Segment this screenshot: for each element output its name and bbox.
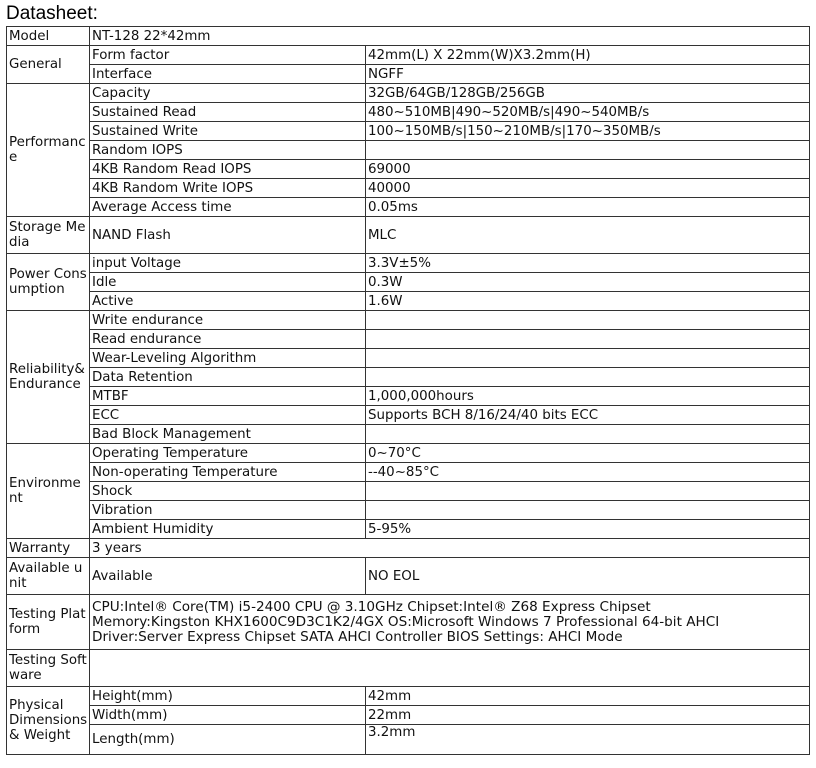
spec-name: Average Access time [90, 198, 366, 217]
table-row-warranty [7, 539, 810, 558]
category-performance: Performance [7, 84, 90, 217]
table-row [7, 65, 810, 84]
spec-value [366, 311, 810, 330]
spec-name: Shock [90, 482, 366, 501]
category-available-unit: Available unit [7, 558, 90, 595]
category-model: Model [7, 27, 90, 46]
spec-value [366, 349, 810, 368]
model-value: NT-128 22*42mm [90, 27, 810, 46]
spec-value: 22mm [366, 706, 810, 725]
table-row-model [7, 27, 810, 46]
spec-value: 3.2mm [366, 725, 810, 755]
table-row [7, 387, 810, 406]
spec-name: Data Retention [90, 368, 366, 387]
table-row [7, 501, 810, 520]
spec-value: 0.3W [366, 273, 810, 292]
table-row [7, 482, 810, 501]
spec-name: Random IOPS [90, 141, 366, 160]
datasheet-table [6, 26, 810, 755]
spec-name: Non-operating Temperature [90, 463, 366, 482]
category-general: General [7, 46, 90, 84]
table-row-testing-platform [7, 595, 810, 650]
spec-value [366, 501, 810, 520]
table-row [7, 179, 810, 198]
table-row [7, 198, 810, 217]
spec-value [366, 425, 810, 444]
table-row [7, 103, 810, 122]
spec-name: Sustained Read [90, 103, 366, 122]
category-testing-software: Testing Software [7, 650, 90, 687]
spec-name: Wear-Leveling Algorithm [90, 349, 366, 368]
table-row [7, 122, 810, 141]
spec-name: ECC [90, 406, 366, 425]
spec-name: Interface [90, 65, 366, 84]
table-row [7, 687, 810, 706]
table-row [7, 520, 810, 539]
category-environment: Environment [7, 444, 90, 539]
spec-name: Height(mm) [90, 687, 366, 706]
table-row [7, 273, 810, 292]
testing-software-value [90, 650, 810, 687]
spec-value [366, 482, 810, 501]
spec-value: 69000 [366, 160, 810, 179]
spec-value: 3.3V±5% [366, 254, 810, 273]
table-row [7, 725, 810, 755]
spec-name: MTBF [90, 387, 366, 406]
category-physical: Physical Dimensions & Weight [7, 687, 90, 755]
spec-value: 5-95% [366, 520, 810, 539]
spec-name: Vibration [90, 501, 366, 520]
category-testing-platform: Testing Platform [7, 595, 90, 650]
spec-value: 480~510MB|490~520MB/s|490~540MB/s [366, 103, 810, 122]
spec-value: 0.05ms [366, 198, 810, 217]
category-reliability: Reliability& Endurance [7, 311, 90, 444]
testing-platform-details [90, 595, 810, 650]
table-row [7, 706, 810, 725]
spec-value: NO EOL [366, 558, 810, 595]
spec-value: NGFF [366, 65, 810, 84]
spec-value [366, 368, 810, 387]
table-row [7, 217, 810, 254]
spec-value: 40000 [366, 179, 810, 198]
spec-name: Read endurance [90, 330, 366, 349]
spec-name: Idle [90, 273, 366, 292]
spec-name: Ambient Humidity [90, 520, 366, 539]
table-row [7, 368, 810, 387]
spec-name: Capacity [90, 84, 366, 103]
spec-name: NAND Flash [90, 217, 366, 254]
category-warranty: Warranty [7, 539, 90, 558]
page-title: Datasheet: [6, 3, 98, 24]
table-row-testing-software [7, 650, 810, 687]
platform-line: CPU:Intel® Core(TM) i5-2400 CPU @ 3.10GHz Chipset:Intel® Z68 Express Chipset [92, 598, 651, 615]
spec-value: 100~150MB/s|150~210MB/s|170~350MB/s [366, 122, 810, 141]
warranty-value: 3 years [90, 539, 810, 558]
table-row [7, 160, 810, 179]
table-row [7, 463, 810, 482]
spec-name: Available [90, 558, 366, 595]
spec-value: Supports BCH 8/16/24/40 bits ECC [366, 406, 810, 425]
spec-name: Active [90, 292, 366, 311]
spec-name: Sustained Write [90, 122, 366, 141]
platform-line: Driver:Server Express Chipset SATA AHCI Controller BIOS Settings: AHCI Mode [92, 628, 623, 645]
table-row [7, 46, 810, 65]
table-row [7, 311, 810, 330]
table-row [7, 425, 810, 444]
spec-name: Width(mm) [90, 706, 366, 725]
table-row [7, 141, 810, 160]
spec-value: 1,000,000hours [366, 387, 810, 406]
table-row [7, 406, 810, 425]
table-row [7, 254, 810, 273]
spec-value: 32GB/64GB/128GB/256GB [366, 84, 810, 103]
spec-value: 0~70°C [366, 444, 810, 463]
spec-value [366, 141, 810, 160]
spec-value: 42mm(L) X 22mm(W)X3.2mm(H) [366, 46, 810, 65]
spec-value: 1.6W [366, 292, 810, 311]
table-row [7, 292, 810, 311]
spec-name: Bad Block Management [90, 425, 366, 444]
table-row [7, 84, 810, 103]
spec-value: MLC [366, 217, 810, 254]
spec-name: Length(mm) [90, 725, 366, 755]
spec-value: --40~85°C [366, 463, 810, 482]
table-row [7, 349, 810, 368]
table-row [7, 330, 810, 349]
spec-name: Write endurance [90, 311, 366, 330]
spec-value: 42mm [366, 687, 810, 706]
table-row [7, 444, 810, 463]
spec-name: 4KB Random Read IOPS [90, 160, 366, 179]
spec-name: input Voltage [90, 254, 366, 273]
category-storage-media: Storage Media [7, 217, 90, 254]
table-row [7, 558, 810, 595]
spec-name: Form factor [90, 46, 366, 65]
platform-line: Memory:Kingston KHX1600C9D3C1K2/4GX OS:Microsoft Windows 7 Professional 64-bit AHCI [92, 613, 720, 630]
spec-name: 4KB Random Write IOPS [90, 179, 366, 198]
spec-name: Operating Temperature [90, 444, 366, 463]
category-power: Power Consumption [7, 254, 90, 311]
spec-value [366, 330, 810, 349]
